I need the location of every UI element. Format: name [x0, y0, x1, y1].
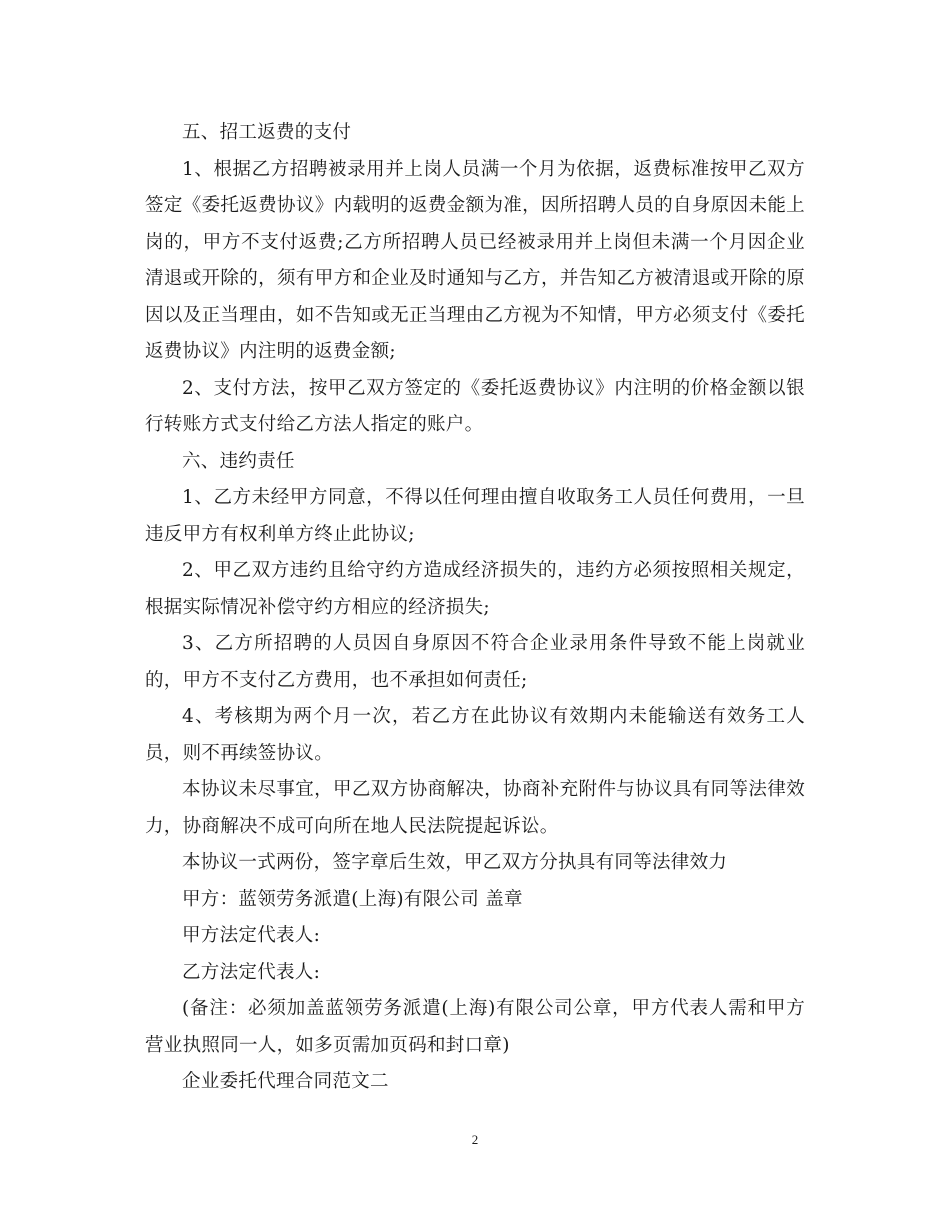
- remarks-paragraph: (备注：必须加盖蓝领劳务派遣(上海)有限公司公章，甲方代表人需和甲方营业执照同一人，如多页需加页码和封口章): [145, 998, 805, 1056]
- section-heading-payment: 五、招工返费的支付: [182, 122, 352, 143]
- page-number: 2: [471, 1132, 479, 1147]
- clause-paragraph: 2、支付方法，按甲乙双方签定的《委托返费协议》内注明的价格金额以银行转账方式支付给乙方法人指定的账户。: [145, 377, 805, 435]
- clause-paragraph: 4、考核期为两个月一次，若乙方在此协议有效期内未能输送有效务工人员，则不再续签协议。: [145, 706, 805, 764]
- clause-paragraph: 1、乙方未经甲方同意，不得以任何理由擅自收取务工人员任何费用，一旦违反甲方有权利单方终止此协议;: [145, 487, 805, 545]
- next-document-title: 企业委托代理合同范文二: [182, 1071, 389, 1092]
- clause-paragraph: 3、乙方所招聘的人员因自身原因不符合企业录用条件导致不能上岗就业的，甲方不支付乙方费用，也不承担如何责任;: [145, 633, 805, 691]
- party-a-line: 甲方：蓝领劳务派遣(上海)有限公司 盖章: [182, 888, 523, 910]
- dispute-paragraph: 本协议未尽事宜，甲乙双方协商解决，协商补充附件与协议具有同等法律效力，协商解决不成可向所在地人民法院提起诉讼。: [145, 779, 805, 837]
- copies-paragraph: 本协议一式两份，签字章后生效，甲乙双方分执具有同等法律效力: [182, 852, 728, 873]
- party-b-representative-line: 乙方法定代表人:: [182, 961, 321, 983]
- document-body: [145, 115, 805, 1101]
- clause-paragraph: 2、甲乙双方违约且给守约方造成经济损失的，违约方必须按照相关规定，根据实际情况补偿守约方相应的经济损失;: [145, 560, 805, 618]
- clause-paragraph: 1、根据乙方招聘被录用并上岗人员满一个月为依据，返费标准按甲乙双方签定《委托返费协议》内载明的返费金额为准，因所招聘人员的自身原因未能上岗的，甲方不支付返费;乙方所招聘人员已经被录用并上岗但未满一个月因企业清退或开除的，须有甲方和企业及时通知与乙方，并告知乙方被清退或开除的原因以及正当理由，如不告知或无正当理由乙方视为不知情，甲方必须支付《委托返费协议》内注明的返费金额;: [145, 158, 805, 362]
- party-a-representative-line: 甲方法定代表人:: [182, 925, 321, 946]
- section-heading-liability: 六、违约责任: [182, 450, 295, 472]
